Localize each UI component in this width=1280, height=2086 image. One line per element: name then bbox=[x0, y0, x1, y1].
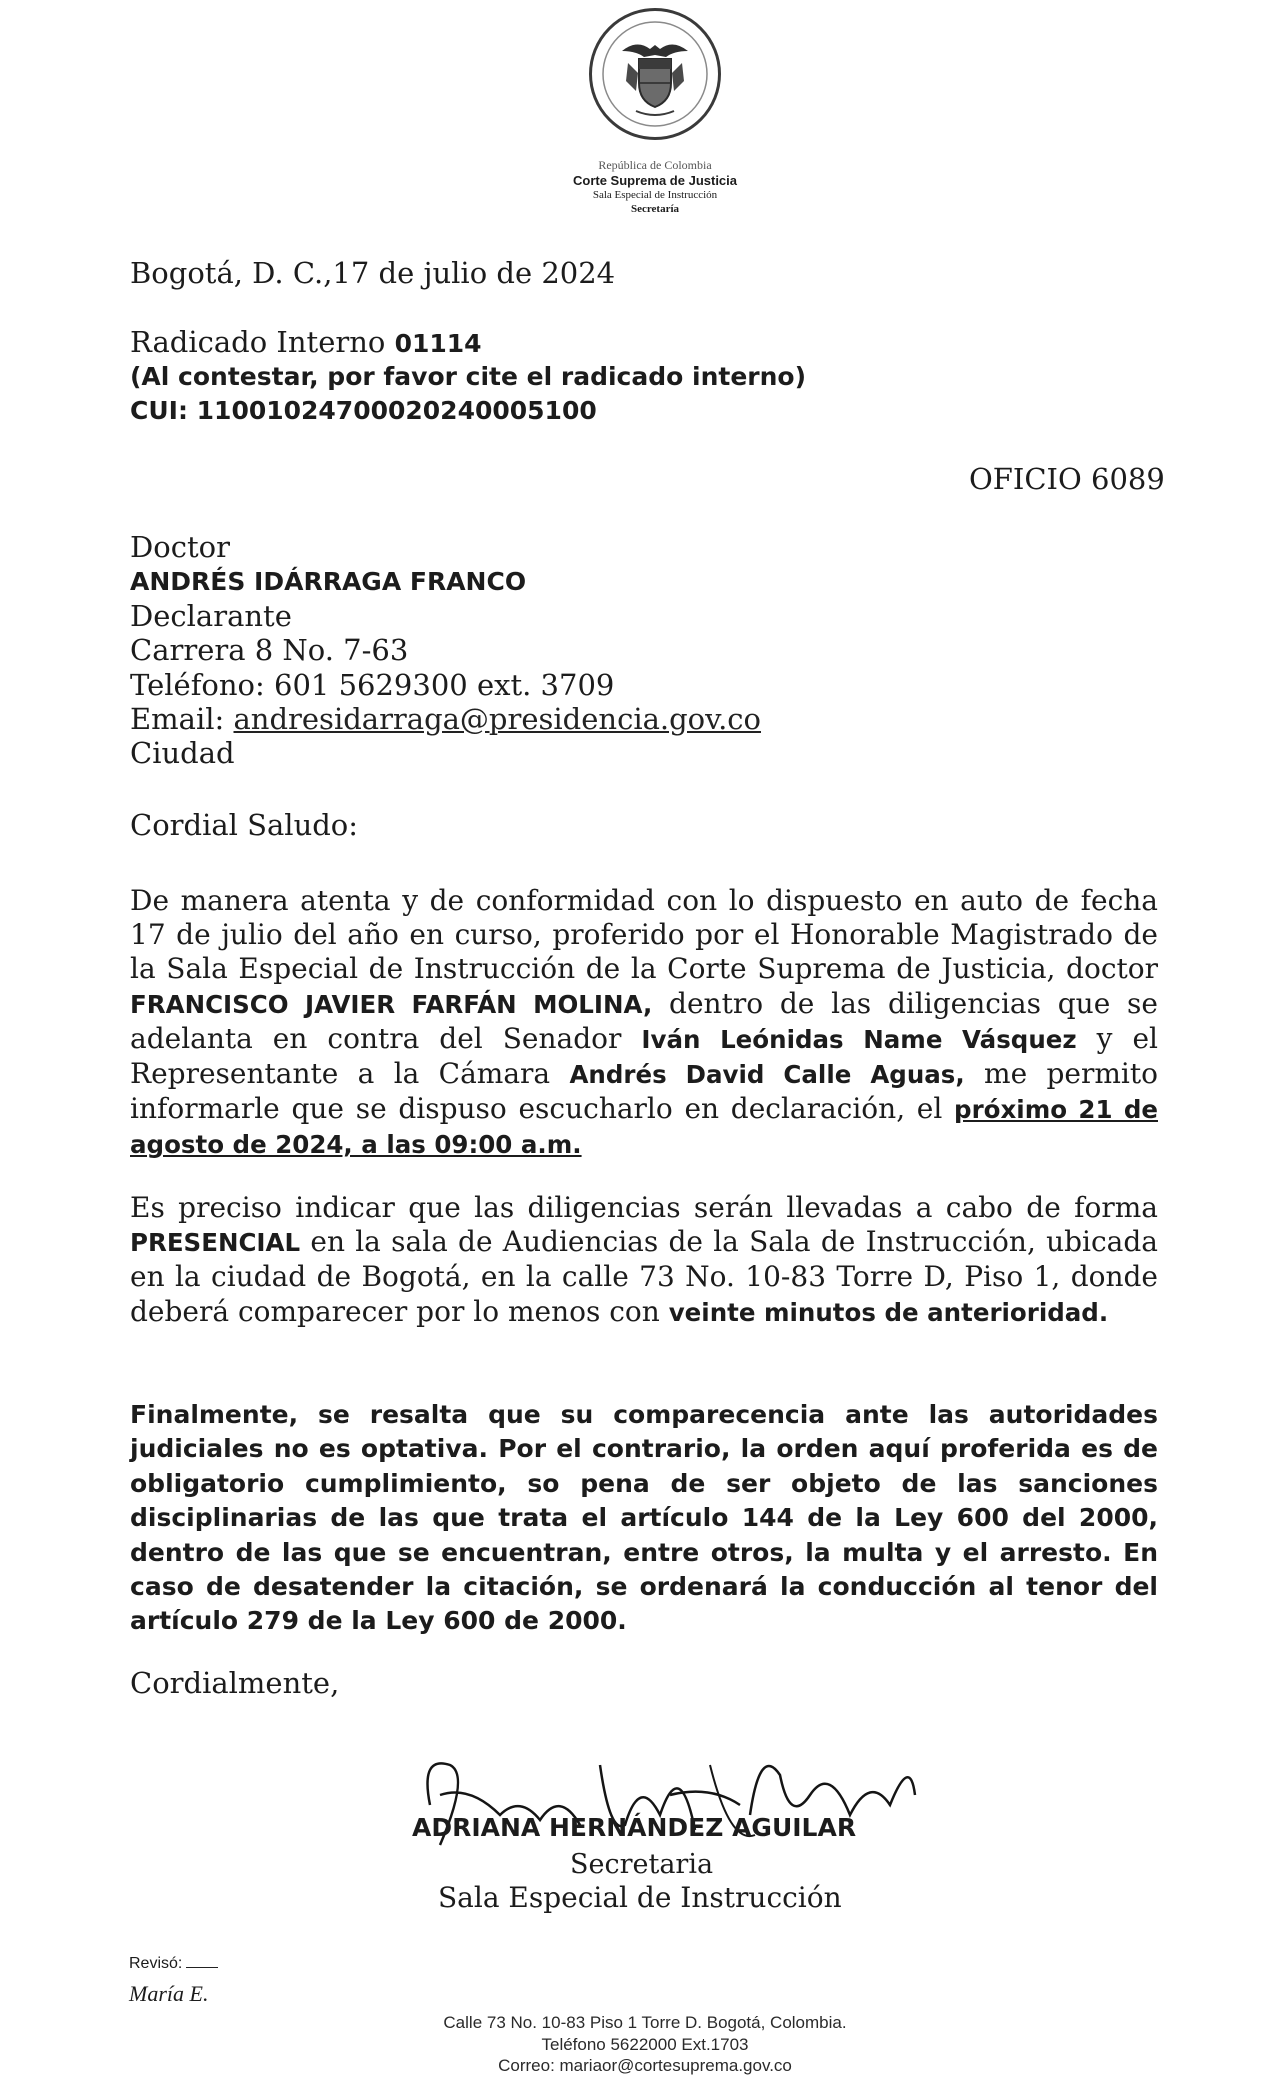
office-label: Secretaría bbox=[630, 203, 680, 215]
recipient-address: Carrera 8 No. 7-63 bbox=[130, 633, 409, 667]
p2-text-a: Es preciso indicar que las diligencias serán llevadas a cabo de forma bbox=[130, 1191, 1158, 1224]
arrival-time-note: veinte minutos de anterioridad. bbox=[668, 1297, 1109, 1327]
hearing-date: próximo 21 de agosto de 2024, a las 09:00 a.m. bbox=[130, 1095, 1158, 1160]
letterhead bbox=[560, 8, 750, 217]
recipient-role: Declarante bbox=[130, 599, 292, 633]
greeting: Cordial Saludo: bbox=[130, 808, 359, 842]
oficio-number: OFICIO 6089 bbox=[969, 462, 1165, 496]
signatory-role: Secretaria bbox=[570, 1849, 714, 1880]
country-label: República de Colombia bbox=[598, 158, 712, 172]
reviewed-label: Revisó: bbox=[129, 1955, 183, 1972]
senator-name: Iván Leónidas Name Vásquez bbox=[641, 1024, 1077, 1054]
p1-text-a: De manera atenta y de conformidad con lo dispuesto en auto de fecha 17 de julio del año en curso, proferido por el Honorable Magistrado de la Sala Especial de Instrucción de la Corte Suprema de Justicia, doctor bbox=[130, 884, 1158, 986]
radicado-note: (Al contestar, por favor cite el radicado interno) bbox=[130, 362, 807, 391]
recipient-city: Ciudad bbox=[130, 736, 235, 770]
reviewed-line bbox=[186, 1967, 218, 1968]
paragraph-warning: Finalmente, se resalta que su comparecencia ante las autoridades judiciales no es optativa. Por el contrario, la orden aquí proferida es de obligatorio cumplimiento, so pena de ser objeto de las sanciones disciplinarias de las que trata el artículo 144 de la Ley 600 del 2000, dentro de las que se encuentran, entre otros, la multa y el arresto. En caso de desatender la citación, se ordenará la conducción al tenor del artículo 279 de la Ley 600 de 2000. bbox=[130, 1400, 1158, 1636]
magistrate-name: FRANCISCO JAVIER FARFÁN MOLINA, bbox=[130, 989, 653, 1019]
recipient-title: Doctor bbox=[130, 530, 230, 564]
recipient-email-line bbox=[130, 702, 761, 736]
p2-text-b: en la sala de Audiencias de la Sala de Instrucción, ubicada en la ciudad de Bogotá, en la calle 73 No. 10-83 Torre D, Piso 1, donde deberá comparecer por lo menos con bbox=[130, 1225, 1158, 1328]
cui-number: CUI: 11001024700020240005100 bbox=[130, 396, 597, 425]
chamber-label: Sala Especial de Instrucción bbox=[592, 189, 718, 202]
radicado-line bbox=[130, 325, 482, 361]
signatory-name: ADRIANA HERNÁNDEZ AGUILAR bbox=[412, 1813, 857, 1842]
radicado-number: 01114 bbox=[394, 329, 482, 358]
institution-block bbox=[560, 158, 750, 217]
p1-text-d: me permito informarle que se dispuso escucharlo en declaración, el bbox=[130, 1057, 1158, 1126]
recipient-email-link[interactable]: andresidarraga@presidencia.gov.co bbox=[233, 702, 761, 736]
footer-contact bbox=[380, 2012, 910, 2077]
recipient-name: ANDRÉS IDÁRRAGA FRANCO bbox=[130, 567, 527, 596]
court-label: Corte Suprema de Justicia bbox=[573, 173, 737, 188]
p1-text-b: dentro de las diligencias que se adelanta en contra del Senador bbox=[130, 986, 1158, 1055]
reviewed-by bbox=[129, 1955, 218, 1973]
coat-of-arms-seal-icon bbox=[589, 8, 721, 140]
recipient-phone: Teléfono: 601 5629300 ext. 3709 bbox=[130, 668, 615, 702]
place-date: Bogotá, D. C.,17 de julio de 2024 bbox=[130, 256, 616, 290]
footer-address: Calle 73 No. 10-83 Piso 1 Torre D. Bogotá, Colombia. bbox=[443, 2013, 847, 2032]
p1-text-c: y el Representante a la Cámara bbox=[130, 1021, 1158, 1091]
paragraph-location bbox=[130, 1191, 1158, 1330]
closing: Cordialmente, bbox=[130, 1666, 340, 1700]
paragraph-summons bbox=[130, 884, 1158, 1163]
footer-phone: Teléfono 5622000 Ext.1703 bbox=[541, 2034, 749, 2054]
email-label: Email: bbox=[130, 702, 234, 736]
footer-email: Correo: mariaor@cortesuprema.gov.co bbox=[498, 2056, 792, 2075]
signatory-department: Sala Especial de Instrucción bbox=[438, 1881, 842, 1914]
reviewer-initials: María E. bbox=[129, 1981, 209, 2006]
representative-name: Andrés David Calle Aguas, bbox=[569, 1060, 965, 1090]
hearing-mode: PRESENCIAL bbox=[130, 1228, 301, 1258]
radicado-label: Radicado Interno bbox=[130, 325, 395, 359]
